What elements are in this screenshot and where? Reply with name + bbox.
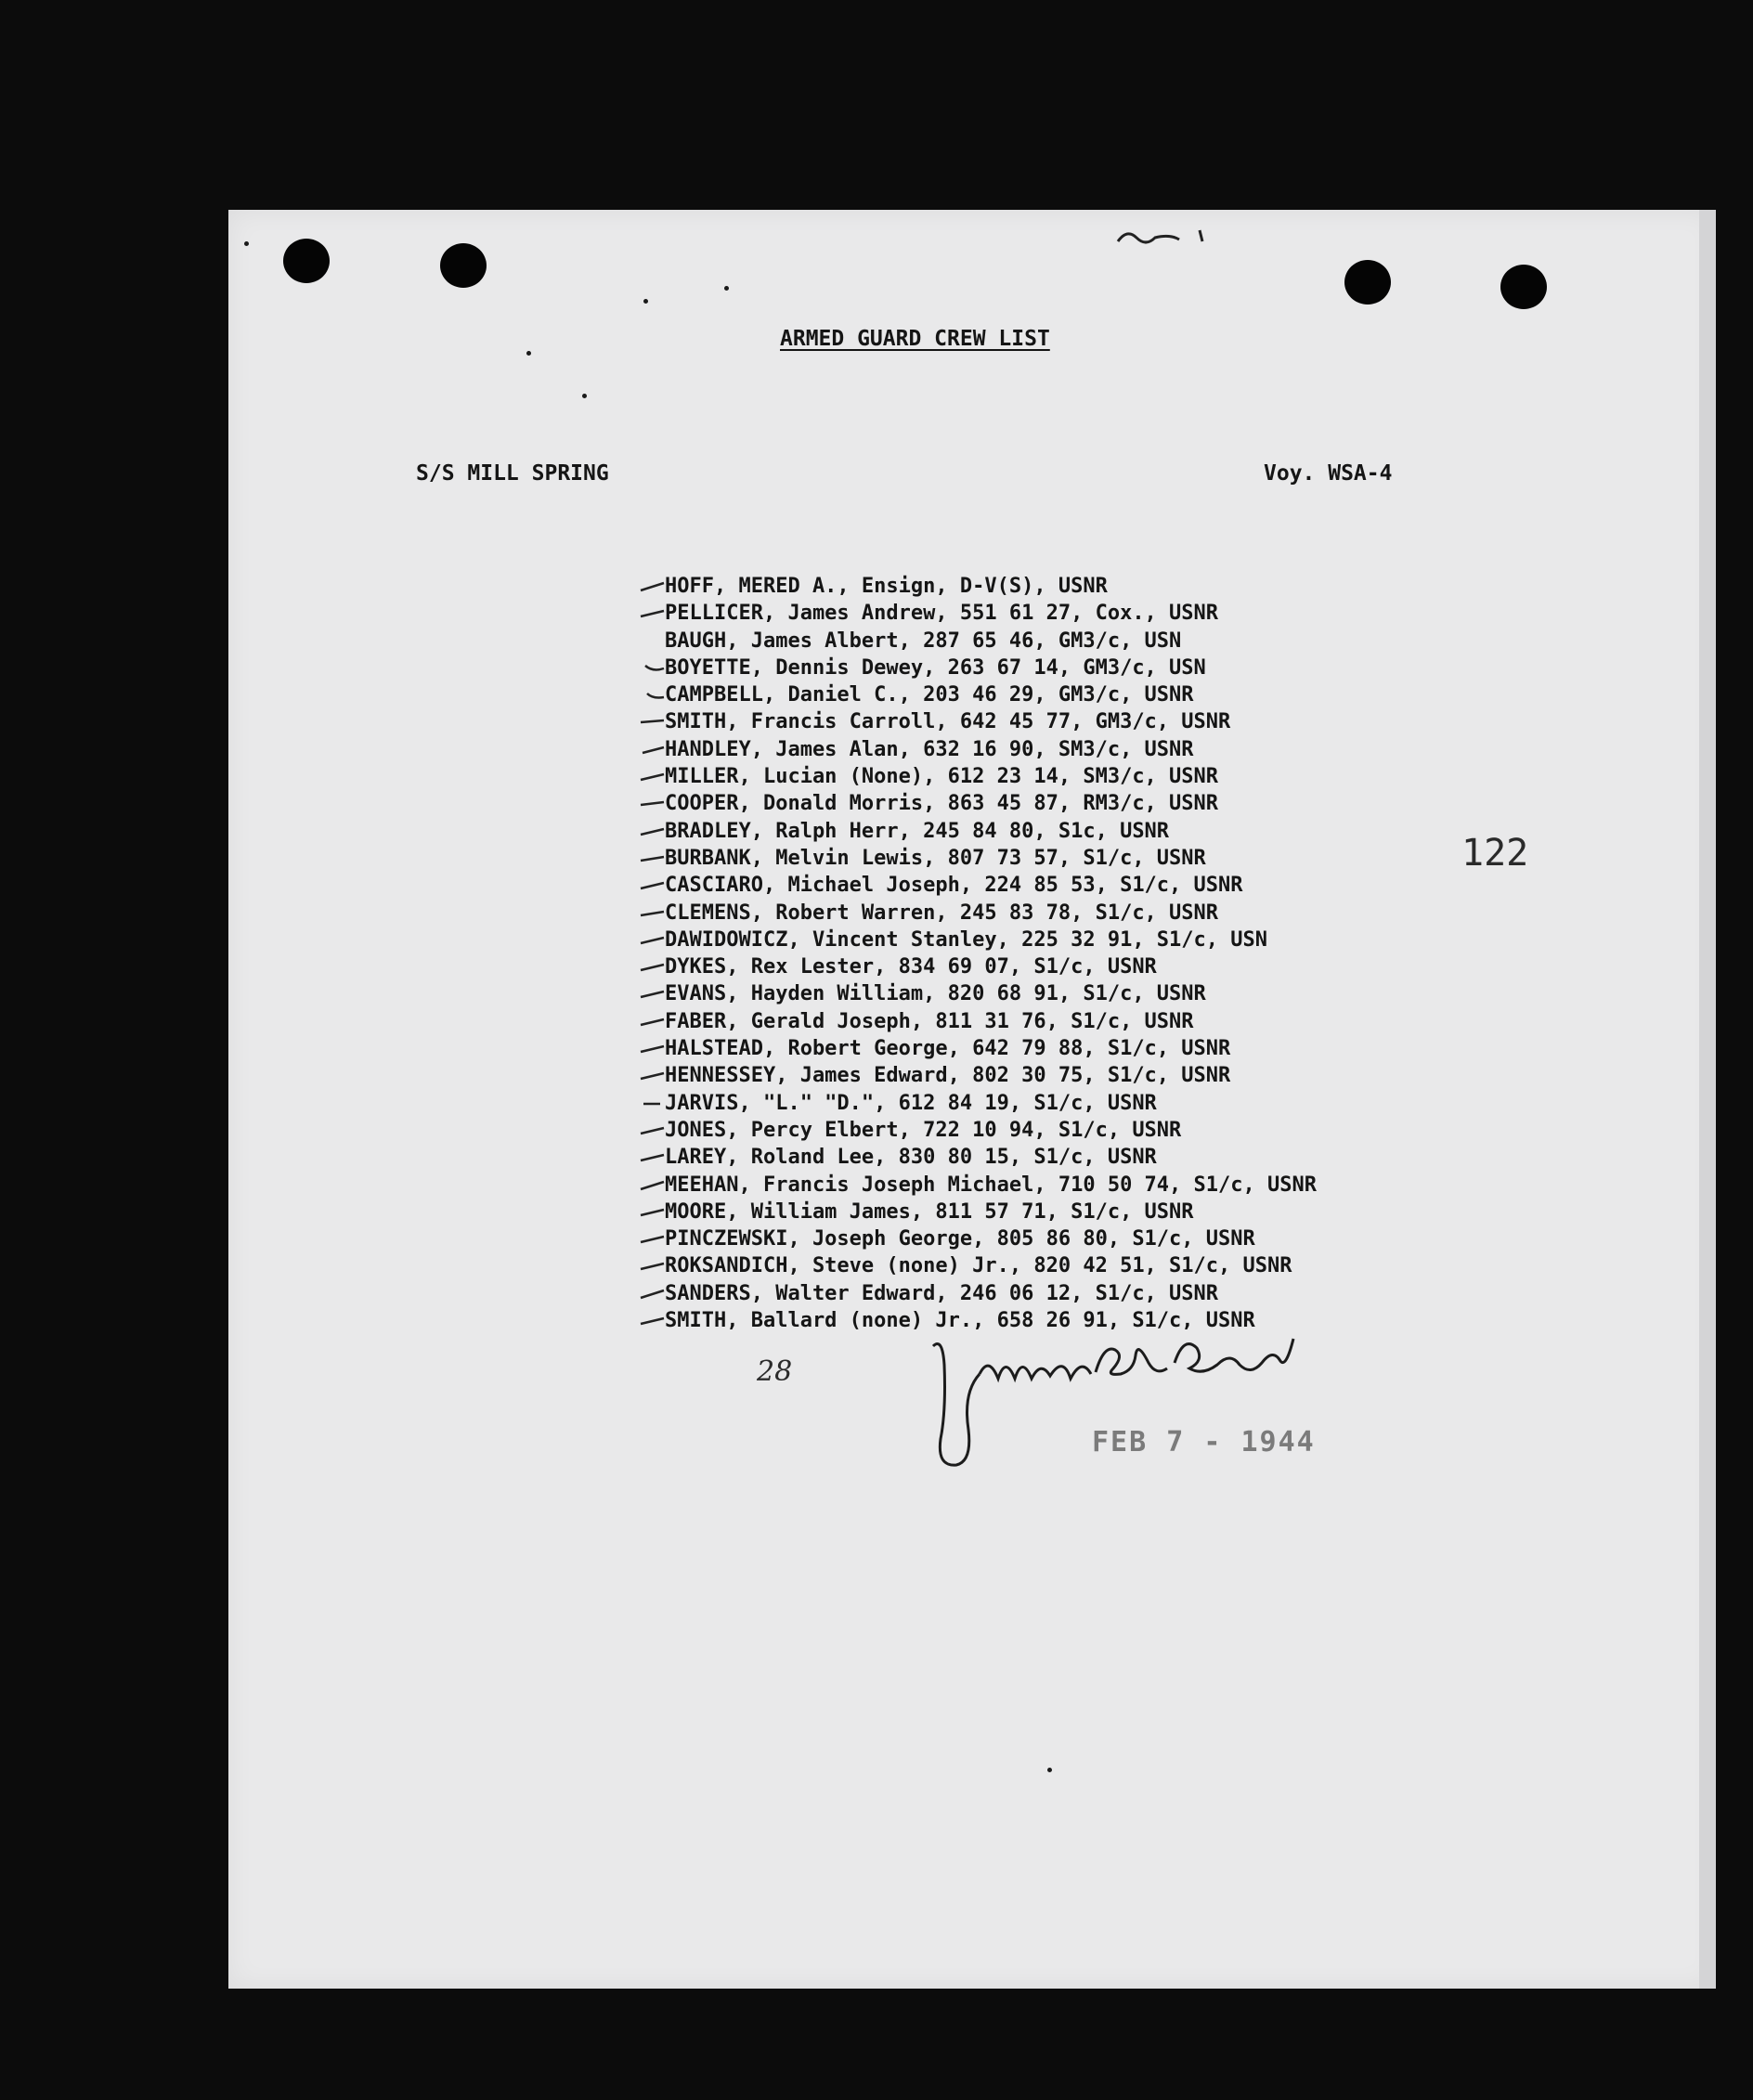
crew-entry <box>665 845 1317 872</box>
page-number: 122 <box>1461 832 1529 875</box>
crew-entry-text: LAREY, Roland Lee, 830 80 15, S1/c, USNR <box>665 1146 1157 1170</box>
voyage-number: Voy. WSA-4 <box>1264 461 1393 486</box>
crew-entry-text: DYKES, Rex Lester, 834 69 07, S1/c, USNR <box>665 955 1157 979</box>
crew-entry-text: MOORE, William James, 811 57 71, S1/c, USNR <box>665 1199 1194 1224</box>
crew-entry <box>665 1062 1317 1089</box>
crew-entry-text: BRADLEY, Ralph Herr, 245 84 80, S1c, USNR <box>665 819 1170 843</box>
crew-entry <box>665 900 1317 927</box>
check-mark-icon <box>640 717 666 728</box>
crew-entry-text: COOPER, Donald Morris, 863 45 87, RM3/c, USNR <box>665 792 1219 816</box>
crew-entry-text: FABER, Gerald Joseph, 811 31 76, S1/c, USNR <box>665 1009 1194 1033</box>
check-mark-icon <box>640 1152 666 1163</box>
crew-entry <box>665 818 1317 845</box>
paper-speck <box>582 394 587 398</box>
check-mark-icon <box>640 745 666 756</box>
check-mark-icon <box>640 1289 666 1300</box>
check-mark-icon <box>640 1070 666 1082</box>
pen-mark-icon <box>1114 221 1216 249</box>
crew-entry <box>665 1172 1317 1199</box>
crew-entry <box>665 1225 1317 1252</box>
check-mark-icon <box>640 1044 666 1055</box>
crew-list <box>665 573 1317 1334</box>
crew-entry <box>665 655 1317 681</box>
check-mark-icon <box>640 989 666 1000</box>
check-mark-icon <box>640 771 666 783</box>
crew-entry-text: HENNESSEY, James Edward, 802 30 75, S1/c, USNR <box>665 1064 1231 1088</box>
handwritten-tally: 28 <box>757 1355 793 1388</box>
check-mark-icon <box>640 798 666 810</box>
crew-entry <box>665 736 1317 763</box>
crew-entry <box>665 980 1317 1007</box>
crew-entry <box>665 628 1317 655</box>
crew-entry-text: MEEHAN, Francis Joseph Michael, 710 50 74, S1/c, USNR <box>665 1173 1317 1197</box>
page-edge-strip <box>1699 210 1716 1989</box>
crew-entry-text: EVANS, Hayden William, 820 68 91, S1/c, USNR <box>665 982 1206 1006</box>
crew-entry-text: JONES, Percy Elbert, 722 10 94, S1/c, USNR <box>665 1118 1182 1142</box>
punch-hole-left-1 <box>283 239 330 283</box>
crew-entry-text: CLEMENS, Robert Warren, 245 83 78, S1/c, USNR <box>665 901 1219 925</box>
crew-entry-text: BOYETTE, Dennis Dewey, 263 67 14, GM3/c, USN <box>665 655 1206 680</box>
crew-entry <box>665 573 1317 600</box>
crew-entry-text: HANDLEY, James Alan, 632 16 90, SM3/c, USNR <box>665 737 1194 761</box>
crew-entry-text: PINCZEWSKI, Joseph George, 805 86 80, S1/c, USNR <box>665 1227 1255 1251</box>
check-mark-icon <box>640 1180 666 1191</box>
check-mark-icon <box>640 880 666 891</box>
punch-hole-left-2 <box>440 243 487 288</box>
check-mark-icon <box>640 1261 666 1272</box>
paper-speck <box>724 286 729 291</box>
check-mark-icon <box>640 1234 666 1245</box>
check-mark-icon <box>640 608 666 619</box>
punch-hole-right-1 <box>1344 260 1391 305</box>
crew-entry <box>665 1008 1317 1035</box>
crew-entry-text: BAUGH, James Albert, 287 65 46, GM3/c, USN <box>665 629 1182 653</box>
paper-speck <box>526 351 531 356</box>
crew-entry <box>665 1252 1317 1279</box>
crew-entry <box>665 600 1317 627</box>
check-mark-icon <box>640 962 666 973</box>
check-mark-icon <box>640 1125 666 1136</box>
date-stamp: FEB 7 - 1944 <box>1092 1426 1316 1458</box>
crew-entry-text: HALSTEAD, Robert George, 642 79 88, S1/c, USNR <box>665 1037 1231 1061</box>
paper-speck <box>244 241 249 246</box>
crew-entry <box>665 681 1317 708</box>
check-mark-icon <box>640 826 666 837</box>
crew-entry <box>665 708 1317 735</box>
crew-entry-text: MILLER, Lucian (None), 612 23 14, SM3/c, USNR <box>665 765 1219 789</box>
check-mark-icon <box>640 690 666 701</box>
crew-entry-text: HOFF, MERED A., Ensign, D-V(S), USNR <box>665 575 1108 598</box>
crew-entry-text: CAMPBELL, Daniel C., 203 46 29, GM3/c, USNR <box>665 683 1194 707</box>
check-mark-icon <box>640 581 666 592</box>
crew-entry <box>665 1144 1317 1171</box>
paper-speck <box>1047 1768 1052 1772</box>
crew-entry-text: CASCIARO, Michael Joseph, 224 85 53, S1/c, USNR <box>665 874 1243 898</box>
crew-entry-text: PELLICER, James Andrew, 551 61 27, Cox., USNR <box>665 602 1219 626</box>
check-mark-icon <box>640 1017 666 1028</box>
crew-entry <box>665 1090 1317 1117</box>
check-mark-icon <box>640 853 666 864</box>
crew-entry-text: SMITH, Francis Carroll, 642 45 77, GM3/c, USNR <box>665 710 1231 734</box>
crew-entry-text: BURBANK, Melvin Lewis, 807 73 57, S1/c, USNR <box>665 846 1206 870</box>
crew-entry-text: SMITH, Ballard (none) Jr., 658 26 91, S1/c, USNR <box>665 1309 1255 1333</box>
check-mark-icon <box>640 1316 666 1327</box>
punch-hole-right-2 <box>1500 265 1547 309</box>
crew-entry <box>665 927 1317 953</box>
paper-speck <box>643 299 648 304</box>
crew-entry-text: SANDERS, Walter Edward, 246 06 12, S1/c, USNR <box>665 1281 1219 1305</box>
check-mark-icon <box>640 1098 666 1109</box>
crew-entry <box>665 1035 1317 1062</box>
crew-entry-text: DAWIDOWICZ, Vincent Stanley, 225 32 91, S1/c, USN <box>665 927 1268 952</box>
vessel-name: S/S MILL SPRING <box>416 461 609 486</box>
check-mark-icon <box>640 908 666 919</box>
check-mark-icon <box>640 1207 666 1218</box>
check-mark-icon <box>640 663 666 674</box>
crew-entry-text: ROKSANDICH, Steve (none) Jr., 820 42 51, S1/c, USNR <box>665 1254 1292 1278</box>
crew-entry <box>665 1199 1317 1225</box>
crew-entry-text: JARVIS, "L." "D.", 612 84 19, S1/c, USNR <box>665 1091 1157 1115</box>
crew-entry <box>665 1117 1317 1144</box>
crew-entry <box>665 1280 1317 1307</box>
crew-entry <box>665 953 1317 980</box>
check-mark-icon <box>640 935 666 946</box>
document-title: ARMED GUARD CREW LIST <box>780 327 1050 351</box>
crew-entry <box>665 763 1317 790</box>
crew-entry <box>665 872 1317 899</box>
crew-entry <box>665 790 1317 817</box>
